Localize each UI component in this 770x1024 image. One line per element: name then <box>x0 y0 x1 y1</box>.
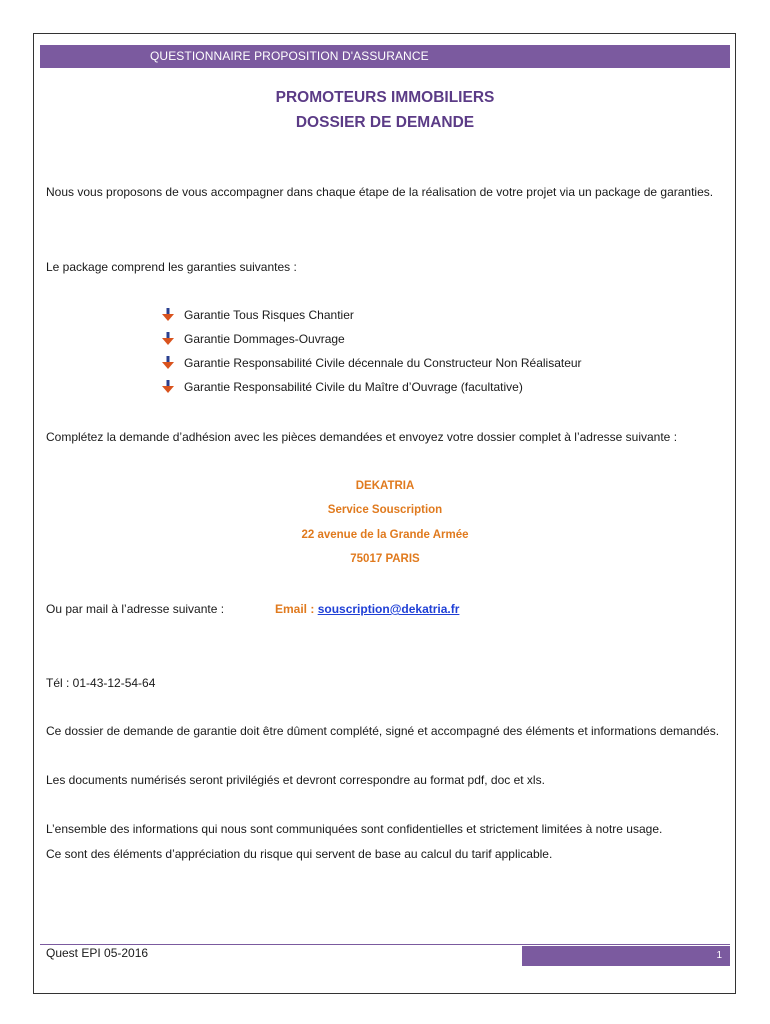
list-item <box>162 303 582 327</box>
complete-paragraph: Complétez la demande d’adhésion avec les pièces demandées et envoyez votre dossier complet à l’adresse suivante : <box>46 430 678 444</box>
guarantee-label: Garantie Dommages-Ouvrage <box>184 332 345 346</box>
document-subtitle: DOSSIER DE DEMANDE <box>295 114 475 131</box>
address-company: DEKATRIA <box>355 480 415 492</box>
list-item <box>162 327 582 351</box>
document-title: PROMOTEURS IMMOBILIERS <box>275 89 495 106</box>
page-number <box>522 946 730 966</box>
email-prefix: Email : <box>275 602 318 616</box>
address-street: 22 avenue de la Grande Armée <box>301 529 469 541</box>
intro-paragraph: Nous vous proposons de vous accompagner dans chaque étape de la réalisation de votre projet via un package de garanties. <box>46 185 714 199</box>
list-item <box>162 351 582 375</box>
arrow-bullet-icon <box>162 356 174 370</box>
phone-text: Tél : 01-43-12-54-64 <box>46 676 156 690</box>
package-intro: Le package comprend les garanties suivantes : <box>46 260 297 274</box>
documents-paragraph: Les documents numérisés seront privilégiés et devront correspondre au format pdf, doc et xls. <box>46 773 545 787</box>
page-number-label: 1 <box>716 950 722 961</box>
appreciation-paragraph: Ce sont des éléments d’appréciation du risque qui servent de base au calcul du tarif applicable. <box>46 847 553 861</box>
footer-reference: Quest EPI 05-2016 <box>46 946 149 960</box>
guarantee-label: Garantie Tous Risques Chantier <box>184 308 354 322</box>
guarantee-label: Garantie Responsabilité Civile du Maître d’Ouvrage (facultative) <box>184 380 523 394</box>
arrow-bullet-icon <box>162 380 174 394</box>
header-bar <box>40 45 730 68</box>
confidential-paragraph: L’ensemble des informations qui nous sont communiquées sont confidentielles et strictement limitées à notre usage. <box>46 822 663 836</box>
mail-row <box>46 597 459 621</box>
header-title: QUESTIONNAIRE PROPOSITION D'ASSURANCE <box>150 49 429 63</box>
arrow-bullet-icon <box>162 332 174 346</box>
address-service: Service Souscription <box>327 504 443 516</box>
address-city: 75017 PARIS <box>350 553 420 565</box>
mail-label: Ou par mail à l’adresse suivante : <box>46 602 225 616</box>
dossier-paragraph: Ce dossier de demande de garantie doit être dûment complété, signé et accompagné des éléments et informations demandés. <box>46 724 720 738</box>
email-link[interactable]: souscription@dekatria.fr <box>317 602 460 616</box>
guarantee-label: Garantie Responsabilité Civile décennale du Constructeur Non Réalisateur <box>184 356 582 370</box>
list-item <box>162 375 582 399</box>
arrow-bullet-icon <box>162 308 174 322</box>
guarantee-list <box>162 303 582 399</box>
